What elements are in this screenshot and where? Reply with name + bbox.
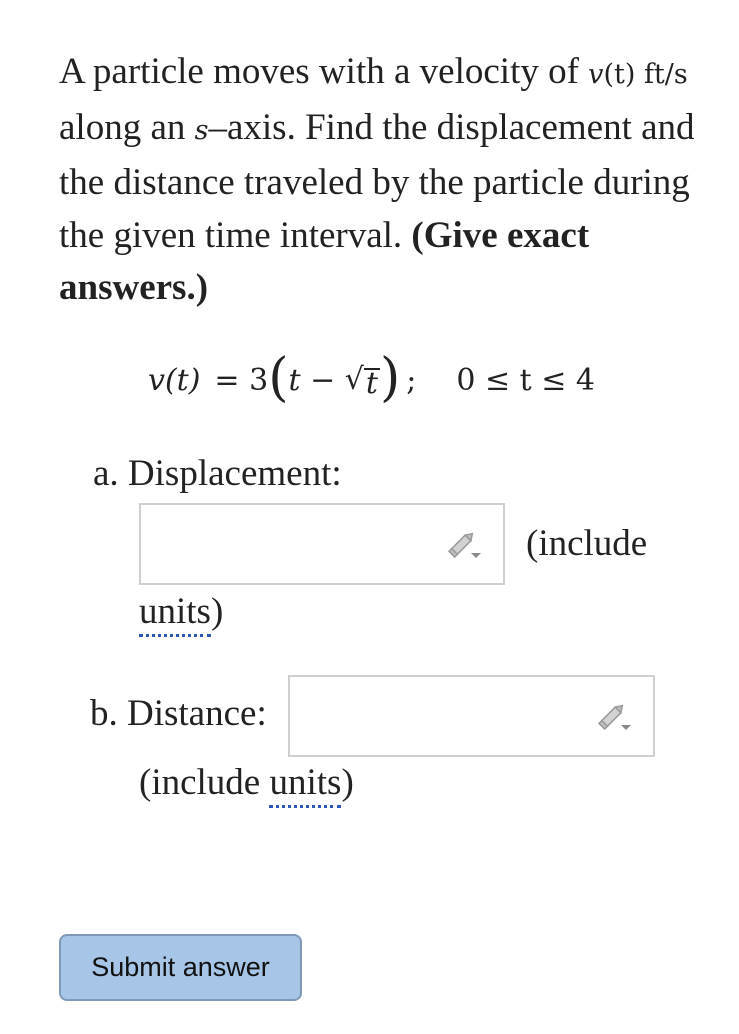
radicand: t bbox=[365, 366, 378, 401]
axis-symbol: s bbox=[194, 114, 209, 146]
velocity-symbol: v bbox=[588, 59, 604, 90]
velocity-arg: (t) bbox=[603, 59, 636, 90]
units-hint-a bbox=[139, 586, 223, 638]
equation-minus: − bbox=[300, 362, 345, 398]
equation-sqrt bbox=[344, 362, 380, 401]
equation-equals: = 3 bbox=[214, 362, 269, 398]
units-link-a[interactable]: units bbox=[139, 591, 211, 637]
equation-lparen: ( bbox=[268, 348, 289, 408]
units-close-b: ) bbox=[341, 762, 354, 803]
units-link-b[interactable]: units bbox=[269, 762, 341, 808]
problem-text-2: along an bbox=[59, 106, 195, 148]
part-a-label: a. Displacement: bbox=[93, 453, 342, 494]
problem-note: (Give exact answers.) bbox=[59, 214, 590, 308]
pencil-dropdown-icon[interactable] bbox=[597, 703, 633, 731]
distance-input[interactable] bbox=[288, 675, 655, 757]
equation-semicolon: ; bbox=[406, 362, 417, 398]
include-units-hint-b bbox=[139, 757, 354, 809]
radical-sign: √ bbox=[344, 362, 364, 397]
problem-statement bbox=[59, 46, 709, 315]
problem-text-3: –axis. Find the displacement and the distance traveled by the particle during the given time interval. bbox=[59, 106, 695, 256]
velocity-unit: ft/s bbox=[635, 59, 688, 90]
part-b-label: b. Distance: bbox=[90, 693, 267, 734]
units-close-a: ) bbox=[210, 591, 224, 632]
submit-answer-button[interactable]: Submit answer bbox=[59, 934, 302, 1001]
velocity-equation bbox=[148, 348, 628, 408]
include-units-hint-a: (include bbox=[526, 523, 648, 564]
displacement-input[interactable] bbox=[139, 503, 505, 585]
pencil-dropdown-icon[interactable] bbox=[447, 531, 483, 559]
equation-lhs: v(t) bbox=[148, 362, 201, 398]
include-prefix-b: (include bbox=[139, 762, 270, 803]
equation-t: t bbox=[288, 362, 301, 398]
equation-interval: 0 ≤ t ≤ 4 bbox=[456, 362, 596, 398]
equation-rparen: ) bbox=[379, 348, 401, 408]
problem-text-1: A particle moves with a velocity of bbox=[59, 51, 589, 92]
